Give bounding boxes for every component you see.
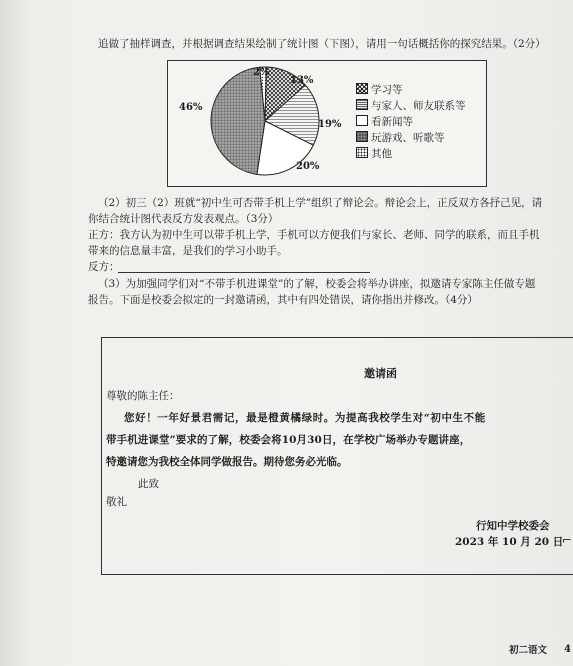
letter-sender: 行知中学校委会 [476,520,550,532]
q2-line2: 你结合统计图代表反方发表观点。（3分） [88,213,279,225]
legend-label: 学习等 [371,84,403,96]
q2-line1: （2）初三（2）班就“初中生可否带手机上学”组织了辩论会。辩论会上，正反双方各抒己见，请 [98,197,543,209]
letter-body-line1: 您好！一年好景君需记，最是橙黄橘绿时。为提高我校学生对“初中生不能 [124,412,486,424]
legend-label: 与家人、师友联系等 [371,100,466,112]
legend-item-study [356,83,466,99]
letter-closing1: 此致 [138,478,159,490]
letter-title: 邀请函 [364,367,397,380]
legend-swatch-other [356,147,368,158]
q3-line1: （3）为加强同学们对“不带手机进课堂”的了解，校委会将举办讲座，拟邀请专家陈主任做专题 [98,278,536,290]
legend-swatch-news [356,115,368,126]
legend-swatch-game [356,131,368,142]
legend-label: 其他 [371,148,392,160]
slice-label-game: 46% [179,102,203,113]
slice-label-other: 2% [253,67,270,78]
q2-pro-line2: 带来的信息量丰富，是我们的学习小助手。 [88,245,288,257]
letter-salutation: 尊敬的陈主任： [106,390,180,402]
legend-label: 看新闻等 [371,116,413,128]
invitation-letter-box [101,337,573,575]
slice-label-news: 20% [296,161,320,172]
legend-item-news [356,115,466,131]
legend-item-other [356,147,466,163]
letter-closing2: 敬礼 [106,496,127,508]
slice-label-study: 13% [290,75,314,86]
legend-item-game [356,131,466,147]
answer-line [118,272,370,273]
intro-line: 追做了抽样调查，并根据调查结果绘制了统计图（下图），请用一句话概括你的探究结果。（2分） [98,38,546,50]
q2-con-label: 反方： [88,261,120,273]
letter-body-line2: 带手机进课堂”要求的了解，校委会将10月30日，在学校广场举办专题讲座， [106,434,471,446]
footer-page: 4 [564,644,571,655]
pie-slice-game [211,67,265,174]
pie-chart-box [167,60,487,187]
legend-swatch-contact [356,99,368,110]
slice-label-contact: 19% [318,119,342,130]
chart-legend [356,83,466,163]
q3-line2: 报告。下面是校委会拟定的一封邀请函，其中有四处错误，请你指出并修改。（4分） [88,294,478,306]
legend-label: 玩游戏、听歌等 [371,132,445,144]
pen-mark-icon: ⌐ [562,533,573,547]
q2-pro-line1: 正方：我方认为初中生可以带手机上学，手机可以方便我们与家长、老师、同学的联系，而且手机 [88,229,540,241]
legend-swatch-study [356,83,368,94]
letter-body-line3: 特邀请您为我校全体同学做报告。期待您务必光临。 [106,456,348,468]
footer-subject: 初二语文 [509,645,548,656]
letter-date: 2023 年 10 月 20 日 [455,536,564,548]
legend-item-contact [356,99,466,115]
